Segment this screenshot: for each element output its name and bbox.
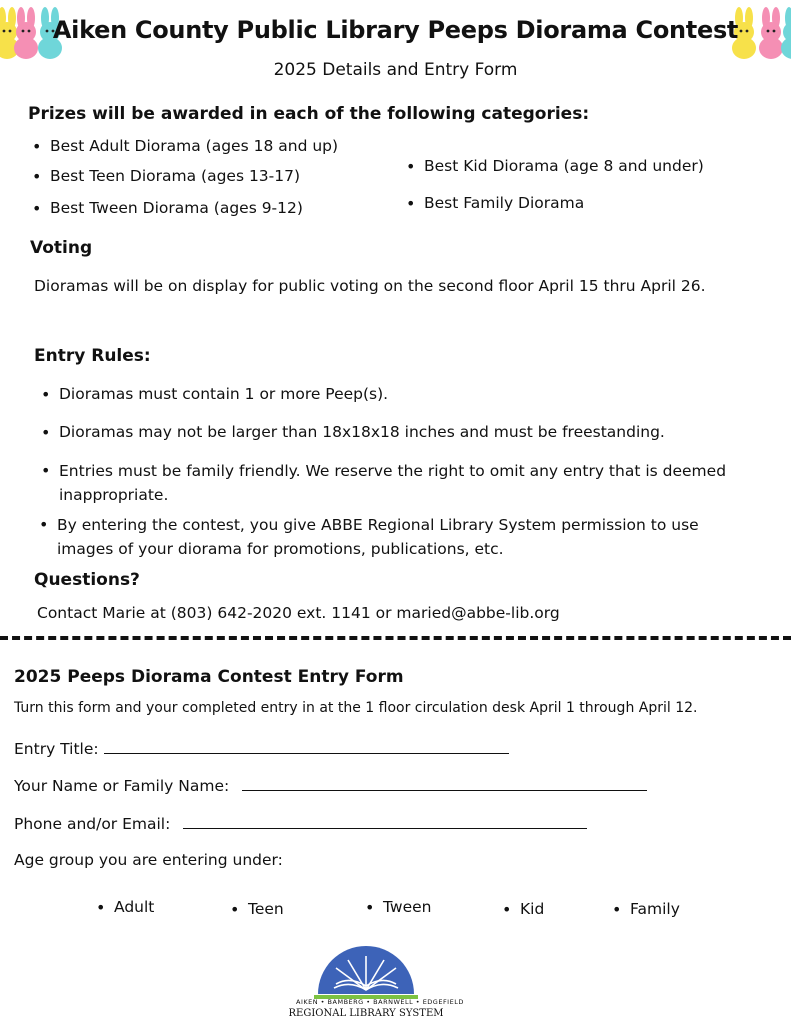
page-subtitle: 2025 Details and Entry Form bbox=[273, 60, 518, 80]
age-option-adult[interactable]: • Adult bbox=[114, 898, 154, 916]
prize-item: • Best Teen Diorama (ages 13-17) bbox=[50, 167, 300, 185]
contact-blank[interactable] bbox=[183, 814, 587, 829]
page-title: Aiken County Public Library Peeps Diorama Contest bbox=[52, 16, 739, 44]
library-logo-icon bbox=[314, 944, 418, 1000]
age-option-tween[interactable]: • Tween bbox=[383, 898, 431, 916]
prize-item: • Best Family Diorama bbox=[424, 194, 584, 212]
rule-item: • Dioramas must contain 1 or more Peep(s). bbox=[59, 385, 388, 403]
prize-item: • Best Kid Diorama (age 8 and under) bbox=[424, 157, 704, 175]
age-option-family[interactable]: • Family bbox=[630, 900, 680, 918]
prizes-heading: Prizes will be awarded in each of the following categories: bbox=[28, 104, 590, 124]
voting-text: Dioramas will be on display for public voting on the second floor April 15 thru April 26. bbox=[34, 277, 706, 295]
name-field[interactable] bbox=[14, 776, 647, 795]
form-instructions: Turn this form and your completed entry in at the 1 floor circulation desk April 1 through April 12. bbox=[14, 700, 698, 716]
logo-counties: AIKEN • BAMBERG • BARNWELL • EDGEFIELD bbox=[296, 998, 464, 1006]
prize-item: • Best Tween Diorama (ages 9-12) bbox=[50, 199, 303, 217]
entry-title-label: Entry Title: bbox=[14, 740, 99, 758]
cut-line-divider bbox=[0, 636, 791, 640]
logo-name: REGIONAL LIBRARY SYSTEM bbox=[288, 1008, 444, 1019]
contact-field[interactable] bbox=[14, 814, 587, 833]
entry-title-field[interactable] bbox=[14, 739, 509, 758]
age-group-label: Age group you are entering under: bbox=[14, 851, 283, 869]
prize-item: • Best Adult Diorama (ages 18 and up) bbox=[50, 137, 338, 155]
age-option-kid[interactable]: • Kid bbox=[520, 900, 544, 918]
entry-title-blank[interactable] bbox=[104, 739, 509, 754]
name-blank[interactable] bbox=[242, 776, 647, 791]
name-label: Your Name or Family Name: bbox=[14, 777, 230, 795]
contact-label: Phone and/or Email: bbox=[14, 815, 171, 833]
voting-heading: Voting bbox=[30, 238, 93, 258]
contact-text: Contact Marie at (803) 642-2020 ext. 1141 or maried@abbe-lib.org bbox=[37, 604, 560, 622]
rule-item: • Entries must be family friendly. We reserve the right to omit any entry that is deemed inappropriate. bbox=[59, 459, 769, 507]
rule-item: • Dioramas may not be larger than 18x18x18 inches and must be freestanding. bbox=[59, 423, 665, 441]
rule-item: • By entering the contest, you give ABBE Regional Library System permission to use images of your diorama for promotions, publications, etc. bbox=[57, 513, 737, 561]
age-option-teen[interactable]: • Teen bbox=[248, 900, 284, 918]
rules-heading: Entry Rules: bbox=[34, 346, 151, 366]
questions-heading: Questions? bbox=[34, 570, 140, 590]
form-heading: 2025 Peeps Diorama Contest Entry Form bbox=[14, 667, 404, 687]
